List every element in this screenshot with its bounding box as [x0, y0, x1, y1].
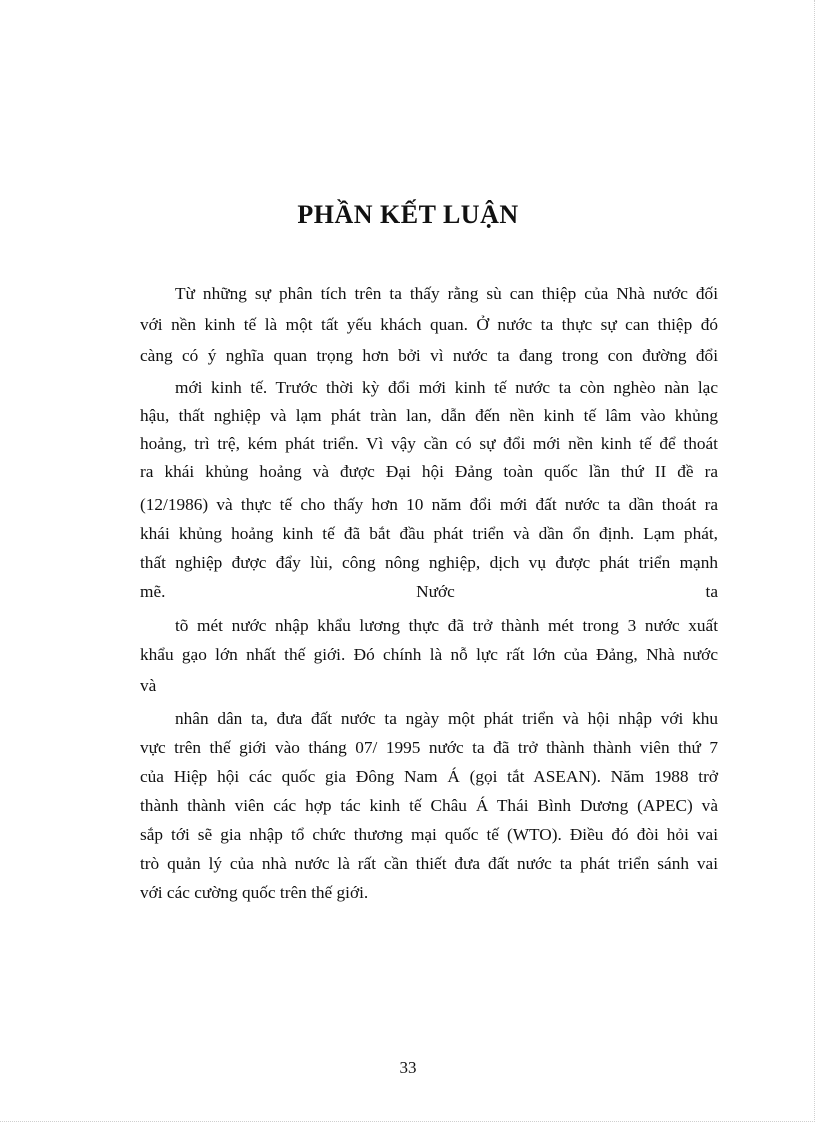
page-title: PHẦN KẾT LUẬN	[297, 200, 519, 229]
page-number: 33	[399, 1058, 417, 1077]
body-line: thất nghiệp được đẩy lùi, công nông nghiệp, dịch vụ được phát triển mạnh	[140, 553, 718, 572]
body-line: mẽ. Nước ta	[140, 582, 718, 601]
body-line: và	[140, 676, 157, 695]
body-line: nhân dân ta, đưa đất nước ta ngày một phát triển và hội nhập với khu	[175, 709, 718, 728]
body-line: vực trên thế giới vào tháng 07/ 1995 nước ta đã trở thành thành viên thứ 7	[140, 738, 718, 757]
body-line: với các cường quốc trên thế giới.	[140, 883, 369, 902]
body-line: mới kinh tế. Trước thời kỳ đổi mới kinh tế nước ta còn nghèo nàn lạc	[175, 378, 718, 397]
body-line: thành thành viên các hợp tác kinh tế Châu Á Thái Bình Dương (APEC) và	[140, 796, 718, 815]
body-line: với nền kinh tế là một tất yếu khách quan. Ở nước ta thực sự can thiệp đó	[140, 315, 718, 334]
body-line: càng có ý nghĩa quan trọng hơn bởi vì nước ta đang trong con đường đổi	[140, 346, 718, 365]
body-line: (12/1986) và thực tế cho thấy hơn 10 năm đổi mới đất nước ta dần thoát ra	[140, 495, 718, 514]
body-line: của Hiệp hội các quốc gia Đông Nam Á (gọi tắt ASEAN). Năm 1988 trở	[140, 767, 718, 786]
body-line: khái khủng hoảng kinh tế đã bắt đầu phát triển và dần ổn định. Lạm phát,	[140, 524, 718, 543]
body-line: ra khái khủng hoảng và được Đại hội Đảng toàn quốc lần thứ II đề ra	[140, 462, 718, 481]
body-line: hoảng, trì trệ, kém phát triển. Vì vậy cần có sự đổi mới nền kinh tế để thoát	[140, 434, 718, 453]
body-line: tõ mét nước nhập khẩu lương thực đã trở thành mét trong 3 nước xuất	[175, 616, 718, 635]
body-line: trò quản lý của nhà nước là rất cần thiết đưa đất nước ta phát triển sánh vai	[140, 854, 718, 873]
body-line: Từ những sự phân tích trên ta thấy rằng sù can thiệp của Nhà nước đối	[175, 284, 718, 303]
body-line: hậu, thất nghiệp và lạm phát tràn lan, dẫn đến nền kinh tế lâm vào khủng	[140, 406, 718, 425]
body-line: khẩu gạo lớn nhất thế giới. Đó chính là nỗ lực rất lớn của Đảng, Nhà nước	[140, 645, 718, 664]
body-line: sắp tới sẽ gia nhập tổ chức thương mại quốc tế (WTO). Điều đó đòi hỏi vai	[140, 825, 718, 844]
